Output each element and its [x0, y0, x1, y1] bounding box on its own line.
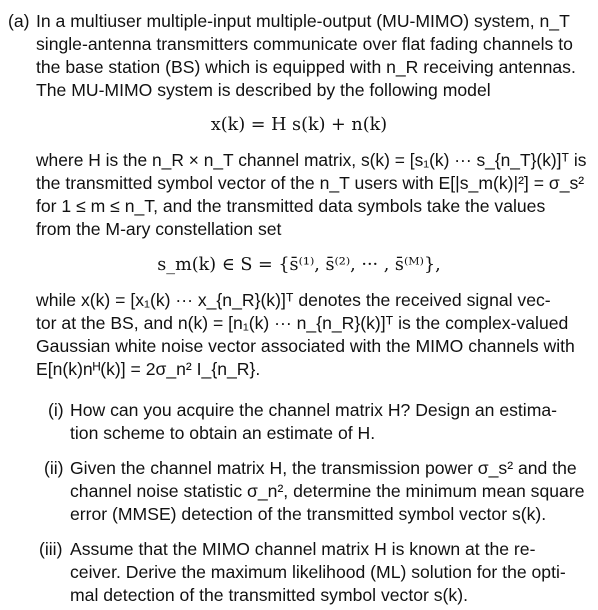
question-i-line-2: tion scheme to obtain an estimate of H.	[70, 423, 376, 443]
while-line-1: while x(k) = [x₁(k) ··· x_{n_R}(k)]ᵀ denotes the received signal vec-	[36, 290, 551, 310]
problem-label: (a)	[8, 11, 30, 31]
model-equation: x(k) = H s(k) + n(k)	[210, 115, 388, 135]
where-line-4: from the M-ary constellation set	[36, 219, 282, 239]
question-ii-line-2: channel noise statistic σ_n², determine the minimum mean square	[70, 481, 585, 501]
while-line-2: tor at the BS, and n(k) = [n₁(k) ··· n_{n_R}(k)]ᵀ is the complex-valued	[36, 313, 569, 333]
question-ii-line-3: error (MMSE) detection of the transmitted symbol vector s(k).	[70, 504, 547, 524]
question-ii-line-1: Given the channel matrix H, the transmission power σ_s² and the	[70, 458, 577, 478]
where-line-2: the transmitted symbol vector of the n_T users with E[|s_m(k)|²] = σ_s²	[36, 173, 585, 193]
while-line-4: E[n(k)nᴴ(k)] = 2σ_n² I_{n_R}.	[36, 359, 261, 379]
while-line-3: Gaussian white noise vector associated with the MIMO channels with	[36, 336, 575, 356]
intro-line-2: single-antenna transmitters communicate over flat fading channels to	[36, 34, 573, 54]
question-iii-label: (iii)	[39, 539, 63, 559]
question-iii-line-3: mal detection of the transmitted symbol vector s(k).	[70, 585, 468, 605]
intro-line-3: the base station (BS) which is equipped with n_R receiving antennas.	[36, 57, 576, 77]
intro-line-4: The MU-MIMO system is described by the following model	[36, 80, 491, 100]
intro-line-1: In a multiuser multiple-input multiple-output (MU-MIMO) system, n_T	[36, 11, 570, 31]
constellation-equation: s_m(k) ∈ S = {s̄⁽¹⁾, s̄⁽²⁾, ··· , s̄⁽ᴹ⁾},	[157, 255, 441, 275]
question-ii-label: (ii)	[44, 458, 64, 478]
question-iii-line-1: Assume that the MIMO channel matrix H is known at the re-	[70, 539, 536, 559]
where-line-3: for 1 ≤ m ≤ n_T, and the transmitted data symbols take the values	[36, 196, 546, 216]
question-i-line-1: How can you acquire the channel matrix H? Design an estima-	[70, 400, 557, 420]
question-i-label: (i)	[48, 400, 64, 420]
where-line-1: where H is the n_R × n_T channel matrix, s(k) = [s₁(k) ··· s_{n_T}(k)]ᵀ is	[36, 150, 587, 170]
question-iii-line-2: ceiver. Derive the maximum likelihood (ML) solution for the opti-	[70, 562, 566, 582]
